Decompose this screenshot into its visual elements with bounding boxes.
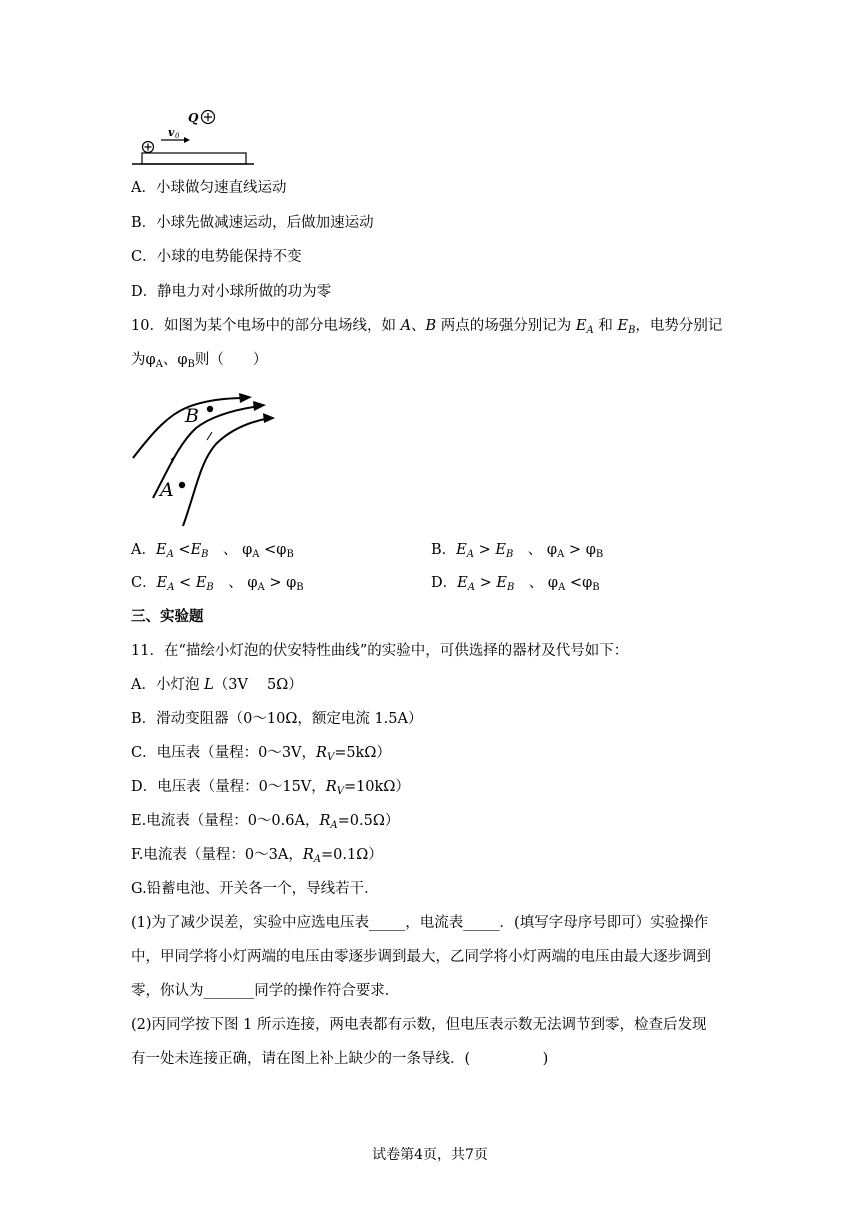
field-point-b-label: B: [185, 405, 199, 427]
section-title: 三、实验题: [131, 609, 204, 625]
point-a-dot: [179, 482, 185, 488]
q11-item-f: F.电流表（量程：0～3A，$R_A=0.1\Omega$）: [131, 847, 383, 865]
point-b-dot: [207, 406, 213, 412]
q11-part2-line1: (2)丙同学按下图 1 所示连接，两电表都有示数，但电压表示数无法调节到零，检查后发现: [131, 1017, 707, 1033]
svg-text:0: 0: [175, 132, 180, 140]
q10-option-a: A．$E_A <E_B$ 、 $\varphi_A <\varphi_B$: [131, 542, 294, 560]
q10-option-b: B．$E_A > E_B$ 、 $\varphi_A > \varphi_B$: [431, 542, 604, 560]
field-point-a-label: A: [160, 479, 174, 501]
figure-q10-field-lines: [128, 380, 278, 530]
q10-stem-line2: 为$\varphi_A$、$\varphi_B$则（ ）: [131, 352, 268, 370]
charge-label: Q: [188, 111, 199, 125]
figure-q9: [128, 106, 258, 166]
q11-part1-line3: 零，你认为_______同学的操作符合要求．: [131, 983, 400, 999]
q11-item-e: E.电流表（量程：0～0.6A，$R_A=0.5\Omega$）: [131, 813, 400, 831]
q11-item-g: G.铅蓄电池、开关各一个，导线若干．: [131, 881, 379, 897]
q11-item-c: C．电压表（量程：0～3V，$R_V=5k\Omega$）: [131, 745, 391, 763]
q11-part1-line1: (1)为了减少误差，实验中应选电压表_____，电流表_____．(填写字母序号即可）实验操作: [131, 915, 709, 931]
velocity-label: v: [168, 126, 175, 139]
q10-stem-line1: 10．如图为某个电场中的部分电场线，如 A、B 两点的场强分别记为 $E_A$ 和 $E_B$，电势分别记: [131, 318, 723, 336]
q10-option-d: D．$E_A > E_B$ 、 $\varphi_A <\varphi_B$: [431, 575, 600, 593]
page-footer: 试卷第4页，共7页: [372, 1147, 488, 1163]
q11-item-b: B．滑动变阻器（0～10Ω，额定电流 1.5A）: [131, 711, 423, 727]
q11-item-a: A．小灯泡 L（3V 5Ω）: [131, 677, 303, 693]
q11-intro: 11．在“描绘小灯泡的伏安特性曲线”的实验中，可供选择的器材及代号如下：: [131, 643, 629, 659]
q9-option-d: D．静电力对小球所做的功为零: [131, 284, 332, 300]
q11-item-d: D．电压表（量程：0～15V，$R_V=10k\Omega$）: [131, 779, 410, 797]
q9-option-b: B．小球先做减速运动，后做加速运动: [131, 215, 374, 231]
q9-option-c: C．小球的电势能保持不变: [131, 249, 302, 265]
q9-option-a: A．小球做匀速直线运动: [131, 180, 287, 196]
q10-option-c: C．$E_A < E_B$ 、 $\varphi_A > \varphi_B$: [131, 575, 304, 593]
q11-part2-line2: 有一处未连接正确，请在图上补上缺少的一条导线．( ): [131, 1051, 549, 1067]
q11-part1-line2: 中，甲同学将小灯两端的电压由零逐步调到最大，乙同学将小灯两端的电压由最大逐步调到: [131, 949, 711, 965]
